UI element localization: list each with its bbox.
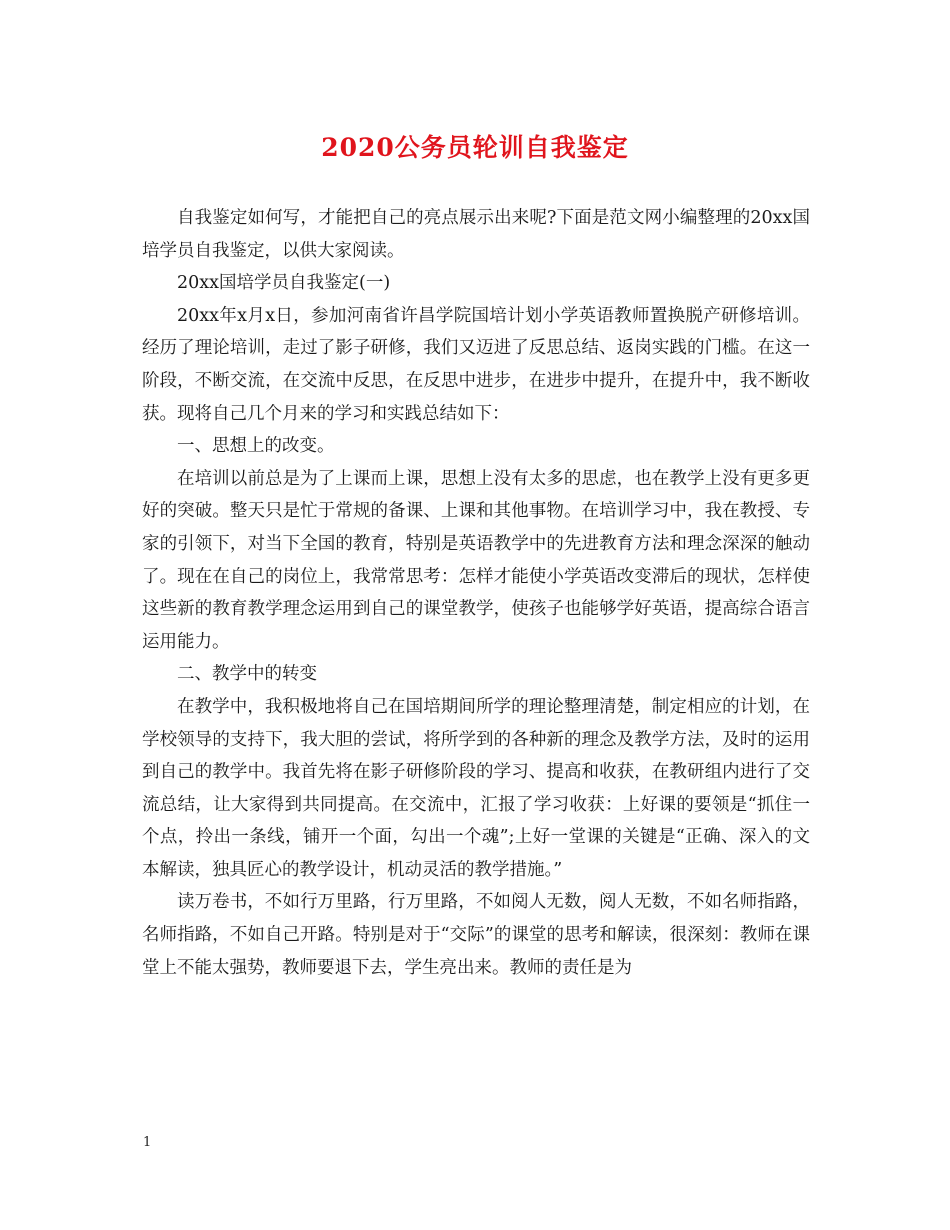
- paragraph-training: 20xx年x月x日，参加河南省许昌学院国培计划小学英语教师置换脱产研修培训。经历了理论培训，走过了影子研修，我们又迈进了反思总结、返岗实践的门槛。在这一阶段，不断交流，在交流中反思，在反思中进步，在进步中提升，在提升中，我不断收获。现将自己几个月来的学习和实践总结如下：: [142, 305, 810, 424]
- section-heading-teaching: 二、教学中的转变: [177, 664, 317, 685]
- paragraph-thought-change: 在培训以前总是为了上课而上课，思想上没有太多的思虑，也在教学上没有更多更好的突破。整天只是忙于常规的备课、上课和其他事物。在培训学习中，我在教授、专家的引领下，对当下全国的教育，特别是英语教学中的先进教育方法和理念深深的触动了。现在在自己的岗位上，我常常思考：怎样才能使小学英语改变滞后的现状，怎样使这些新的教育教学理念运用到自己的课堂教学，使孩子也能够学好英语，提高综合语言运用能力。: [142, 468, 810, 652]
- paragraph-subtitle: 20xx国培学员自我鉴定(一): [177, 273, 391, 294]
- page-title: 2020公务员轮训自我鉴定: [321, 133, 629, 162]
- document-body: [142, 202, 810, 984]
- paragraph-reading: 读万卷书，不如行万里路，行万里路，不如阅人无数，阅人无数，不如名师指路，名师指路，不如自己开路。特别是对于“交际”的课堂的思考和解读，很深刻：教师在课堂上不能太强势，教师要退下去，学生亮出来。教师的责任是为: [142, 892, 810, 978]
- section-heading-thought: 一、思想上的改变。: [177, 436, 335, 457]
- paragraph-intro: 自我鉴定如何写，才能把自己的亮点展示出来呢?下面是范文网小编整理的20xx国培学员自我鉴定，以供大家阅读。: [142, 208, 810, 261]
- page-number: 1: [143, 1135, 152, 1150]
- paragraph-teaching-change: 在教学中，我积极地将自己在国培期间所学的理论整理清楚，制定相应的计划，在学校领导的支持下，我大胆的尝试，将所学到的各种新的理念及教学方法，及时的运用到自己的教学中。我首先将在影子研修阶段的学习、提高和收获，在教研组内进行了交流总结，让大家得到共同提高。在交流中，汇报了学习收获：上好课的要领是“抓住一个点，拎出一条线，铺开一个面，勾出一个魂”;上好一堂课的关键是“正确、深入的文本解读，独具匠心的教学设计，机动灵活的教学措施。”: [142, 696, 810, 880]
